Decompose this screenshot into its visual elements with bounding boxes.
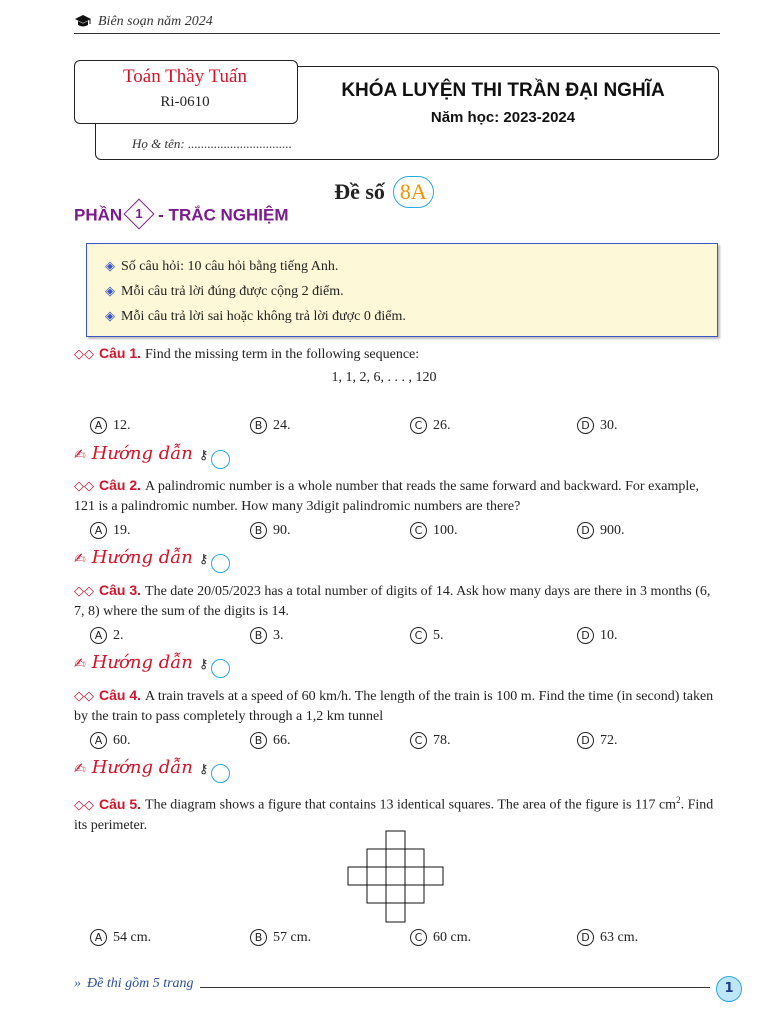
writing-hand-icon: ✍ — [74, 656, 86, 672]
instruction-item: ◈ Mỗi câu trả lời sai hoặc không trả lời được 0 điểm. — [105, 308, 406, 324]
square-cell — [386, 903, 405, 922]
diamond-bullet-icon: ◈ — [105, 283, 115, 298]
question-1-options — [90, 417, 710, 437]
guide-link[interactable]: ✍ Hướng dẫn ⚷ — [74, 547, 230, 573]
option-a[interactable]: A 54 cm. — [90, 929, 151, 946]
page-header — [74, 12, 720, 34]
square-cell — [405, 885, 424, 903]
exam-code-badge: 8A — [393, 176, 434, 208]
option-d[interactable]: D 900. — [577, 522, 625, 539]
section-number-diamond: 1 — [124, 198, 155, 229]
footer-divider — [200, 987, 710, 988]
page-number: 1 — [716, 976, 742, 1002]
option-b[interactable]: B 24. — [250, 417, 291, 434]
writing-hand-icon: ✍ — [74, 761, 86, 777]
school-year: Năm học: 2023-2024 — [430, 109, 576, 126]
exam-label: Đề số — [334, 179, 385, 204]
guide-link[interactable]: ✍ Hướng dẫn ⚷ — [74, 652, 230, 678]
square-cell — [367, 867, 386, 885]
exam-number — [0, 176, 768, 208]
option-c[interactable]: C 78. — [410, 732, 451, 749]
question-2-options — [90, 522, 710, 542]
author-name: Toán Thầy Tuấn — [123, 66, 247, 87]
option-b[interactable]: B 66. — [250, 732, 291, 749]
question-2: ◇◇ Câu 2. A palindromic number is a whole number that reads the same forward and backward. For example, 121 is a palindromic number. How many 3digit palindromic numbers are there? — [74, 477, 700, 514]
option-c[interactable]: C 5. — [410, 627, 444, 644]
option-d[interactable]: D 30. — [577, 417, 618, 434]
header-divider — [74, 33, 720, 34]
square-cell — [424, 867, 443, 885]
graduation-cap-icon — [74, 14, 92, 32]
diamond-bullet-icon: ◈ — [105, 308, 115, 323]
key-icon: ⚷ — [198, 552, 209, 567]
question-marker-icon: ◇◇ — [74, 479, 94, 494]
course-title: KHÓA LUYỆN THI TRẦN ĐẠI NGHĨA — [341, 80, 665, 101]
square-cell — [348, 867, 367, 885]
key-icon: ⚷ — [198, 762, 209, 777]
square-cell — [386, 831, 405, 849]
footer-note: » Đề thi gồm 5 trang — [74, 976, 194, 991]
question-marker-icon: ◇◇ — [74, 347, 94, 362]
square-cell — [367, 885, 386, 903]
diamond-bullet-icon: ◈ — [105, 258, 115, 273]
square-cell — [405, 849, 424, 867]
student-name-line: Họ & tên: ................................ — [132, 136, 292, 151]
question-3-options — [90, 627, 710, 647]
square-cell — [386, 849, 405, 867]
section-prefix: PHẦN — [74, 205, 123, 225]
guide-link[interactable]: ✍ Hướng dẫn ⚷ — [74, 757, 230, 783]
option-b[interactable]: B 90. — [250, 522, 291, 539]
squares-figure — [345, 830, 445, 924]
question-5: ◇◇ Câu 5. The diagram shows a figure that contains 13 identical squares. The area of the figure is 117 $cm^2$. Find its perimeter. — [74, 795, 714, 833]
question-marker-icon: ◇◇ — [74, 689, 94, 704]
question-3: ◇◇ Câu 3. The date 20/05/2023 has a total number of digits of 14. Ask how many days are there in 3 months (6, 7, 8) where the sum of the digits is 14. — [74, 582, 711, 619]
option-b[interactable]: B 57 cm. — [250, 929, 311, 946]
instruction-item: ◈ Số câu hỏi: 10 câu hỏi bằng tiếng Anh. — [105, 258, 339, 274]
key-icon: ⚷ — [198, 448, 209, 463]
instructions-box — [86, 243, 718, 337]
double-chevron-icon: » — [74, 976, 81, 991]
answer-bubble[interactable] — [211, 659, 230, 678]
question-1: ◇◇ Câu 1. Find the missing term in the following sequence: — [74, 345, 420, 362]
question-4: ◇◇ Câu 4. A train travels at a speed of 60 km/h. The length of the train is 100 m. Find the time (in second) taken by the train to pass completely through a 1,2 km tunnel — [74, 687, 714, 724]
key-icon: ⚷ — [198, 657, 209, 672]
author-code: Ri-0610 — [160, 94, 210, 110]
writing-hand-icon: ✍ — [74, 447, 86, 463]
option-a[interactable]: A 2. — [90, 627, 124, 644]
question-5-options — [90, 929, 710, 949]
writing-hand-icon: ✍ — [74, 551, 86, 567]
answer-bubble[interactable] — [211, 554, 230, 573]
option-c[interactable]: C 26. — [410, 417, 451, 434]
guide-link[interactable]: ✍ Hướng dẫn ⚷ — [74, 443, 230, 469]
option-a[interactable]: A 60. — [90, 732, 131, 749]
instruction-item: ◈ Mỗi câu trả lời đúng được cộng 2 điểm. — [105, 283, 344, 299]
question-marker-icon: ◇◇ — [74, 797, 94, 813]
option-d[interactable]: D 63 cm. — [577, 929, 638, 946]
option-c[interactable]: C 100. — [410, 522, 458, 539]
answer-bubble[interactable] — [211, 450, 230, 469]
sequence-formula: 1, 1, 2, 6, . . . , 120 — [331, 370, 437, 385]
option-b[interactable]: B 3. — [250, 627, 284, 644]
square-cell — [405, 867, 424, 885]
question-marker-icon: ◇◇ — [74, 584, 94, 599]
section-title — [74, 205, 289, 227]
option-d[interactable]: D 72. — [577, 732, 618, 749]
square-cell — [386, 867, 405, 885]
header-text: Biên soạn năm 2024 — [98, 14, 213, 29]
option-a[interactable]: A 12. — [90, 417, 131, 434]
option-d[interactable]: D 10. — [577, 627, 618, 644]
option-c[interactable]: C 60 cm. — [410, 929, 471, 946]
square-cell — [386, 885, 405, 903]
question-4-options — [90, 732, 710, 752]
section-name: - TRẮC NGHIỆM — [158, 205, 289, 225]
square-cell — [367, 849, 386, 867]
option-a[interactable]: A 19. — [90, 522, 131, 539]
answer-bubble[interactable] — [211, 764, 230, 783]
